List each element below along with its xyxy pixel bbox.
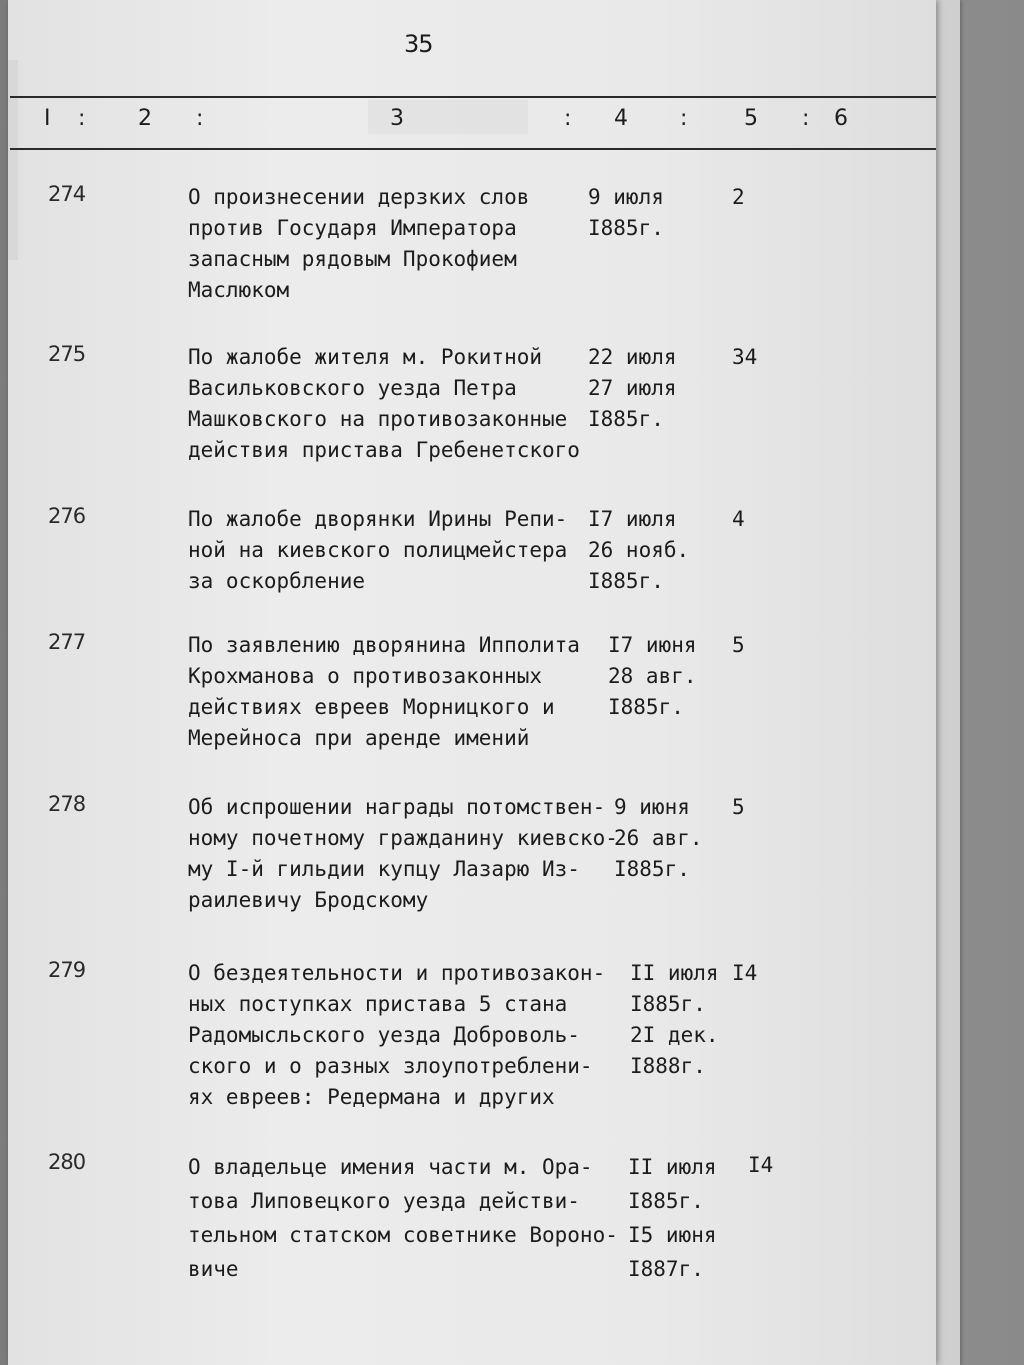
entry-title: [188, 1150, 618, 1286]
entry-title: [188, 342, 608, 466]
date-line: 9 июля: [588, 185, 664, 209]
title-line: виче: [188, 1257, 239, 1281]
column-header-4: 4: [614, 106, 628, 131]
title-line: По жалобе дворянки Ирины Репи-: [188, 507, 568, 531]
binding-strip: [8, 60, 18, 260]
date-line: I885г.: [588, 216, 664, 240]
title-line: Об испрошении награды потомствен-: [188, 795, 606, 819]
title-line: действия пристава Гребенетского: [188, 438, 580, 462]
column-separator: :: [196, 106, 204, 131]
entry-sheet-count: 4: [732, 507, 745, 531]
entry-sheet-count: I4: [748, 1153, 774, 1177]
title-line: му I-й гильдии купцу Лазарю Из-: [188, 857, 580, 881]
title-line: ному почетному гражданину киевско-: [188, 826, 618, 850]
entry-dates: [628, 1150, 768, 1286]
entry-dates: [588, 342, 728, 435]
date-line: 22 июля: [588, 345, 677, 369]
title-line: О владельце имения части м. Ора-: [188, 1155, 593, 1179]
date-line: I885г.: [588, 569, 664, 593]
entry-title: [188, 792, 618, 916]
column-header-1: I: [44, 106, 51, 131]
title-line: Мерейноса при аренде имений: [188, 726, 530, 750]
column-header-5: 5: [744, 106, 758, 131]
column-header-2: 2: [138, 106, 152, 131]
entry-title: [188, 630, 608, 754]
entry-sheet-count: 5: [732, 795, 745, 819]
entry-dates: [608, 630, 748, 723]
date-line: 28 авг.: [608, 664, 697, 688]
title-line: Крохманова о противозаконных: [188, 664, 543, 688]
entry-number: 277: [48, 630, 86, 654]
title-line: Васильковского уезда Петра: [188, 376, 517, 400]
entry-number: 276: [48, 504, 86, 528]
title-line: По жалобе жителя м. Рокитной: [188, 345, 543, 369]
header-top-rule: [10, 96, 936, 98]
title-line: ях евреев: Редермана и других: [188, 1085, 555, 1109]
date-line: II июля: [628, 1155, 717, 1179]
title-line: Машковского на противозаконные: [188, 407, 568, 431]
entry-title: [188, 504, 608, 597]
archive-page: [8, 0, 936, 1365]
date-line: I7 июня: [608, 633, 697, 657]
date-line: I885г.: [630, 992, 706, 1016]
date-line: I885г.: [588, 407, 664, 431]
date-line: I887г.: [628, 1257, 704, 1281]
date-line: I5 июня: [628, 1223, 717, 1247]
title-line: О произнесении дерзких слов: [188, 185, 530, 209]
header-bottom-rule: [10, 148, 936, 150]
title-line: тельном статском советнике Вороно-: [188, 1223, 618, 1247]
entry-sheet-count: 5: [732, 633, 745, 657]
entry-dates: [588, 182, 728, 244]
date-line: 9 июня: [614, 795, 690, 819]
date-line: I885г.: [614, 857, 690, 881]
title-line: Радомысльского уезда Доброволь-: [188, 1023, 580, 1047]
title-line: действиях евреев Морницкого и: [188, 695, 555, 719]
entry-sheet-count: I4: [732, 961, 758, 985]
date-line: 27 июля: [588, 376, 677, 400]
title-line: за оскорбление: [188, 569, 366, 593]
column-header-6: 6: [834, 106, 848, 131]
title-line: О бездеятельности и противозакон-: [188, 961, 606, 985]
entry-dates: [588, 504, 728, 597]
title-line: ной на киевского полицмейстера: [188, 538, 568, 562]
entry-sheet-count: 2: [732, 185, 745, 209]
entry-number: 278: [48, 792, 86, 816]
date-line: II июля: [630, 961, 719, 985]
entry-number: 279: [48, 958, 86, 982]
entry-number: 275: [48, 342, 86, 366]
page-number: 35: [404, 30, 433, 58]
entry-title: [188, 958, 608, 1113]
title-line: ского и о разных злоупотреблени-: [188, 1054, 593, 1078]
date-line: I885г.: [628, 1189, 704, 1213]
column-separator: :: [564, 106, 572, 131]
title-line: Маслюком: [188, 278, 290, 302]
column-separator: :: [78, 106, 86, 131]
title-line: против Государя Императора: [188, 216, 517, 240]
title-line: раилевичу Бродскому: [188, 888, 429, 912]
title-line: ных поступках пристава 5 стана: [188, 992, 568, 1016]
entry-title: [188, 182, 608, 306]
title-line: По заявлению дворянина Ипполита: [188, 633, 580, 657]
title-line: запасным рядовым Прокофием: [188, 247, 517, 271]
entry-number: 280: [48, 1150, 86, 1174]
column-header-3: 3: [390, 106, 404, 131]
entry-number: 274: [48, 182, 86, 206]
date-line: 2I дек.: [630, 1023, 719, 1047]
column-separator: :: [680, 106, 688, 131]
date-line: I7 июля: [588, 507, 677, 531]
date-line: I888г.: [630, 1054, 706, 1078]
date-line: I885г.: [608, 695, 684, 719]
date-line: 26 нояб.: [588, 538, 690, 562]
date-line: 26 авг.: [614, 826, 703, 850]
column-separator: :: [802, 106, 810, 131]
entry-sheet-count: 34: [732, 345, 758, 369]
title-line: това Липовецкого уезда действи-: [188, 1189, 580, 1213]
